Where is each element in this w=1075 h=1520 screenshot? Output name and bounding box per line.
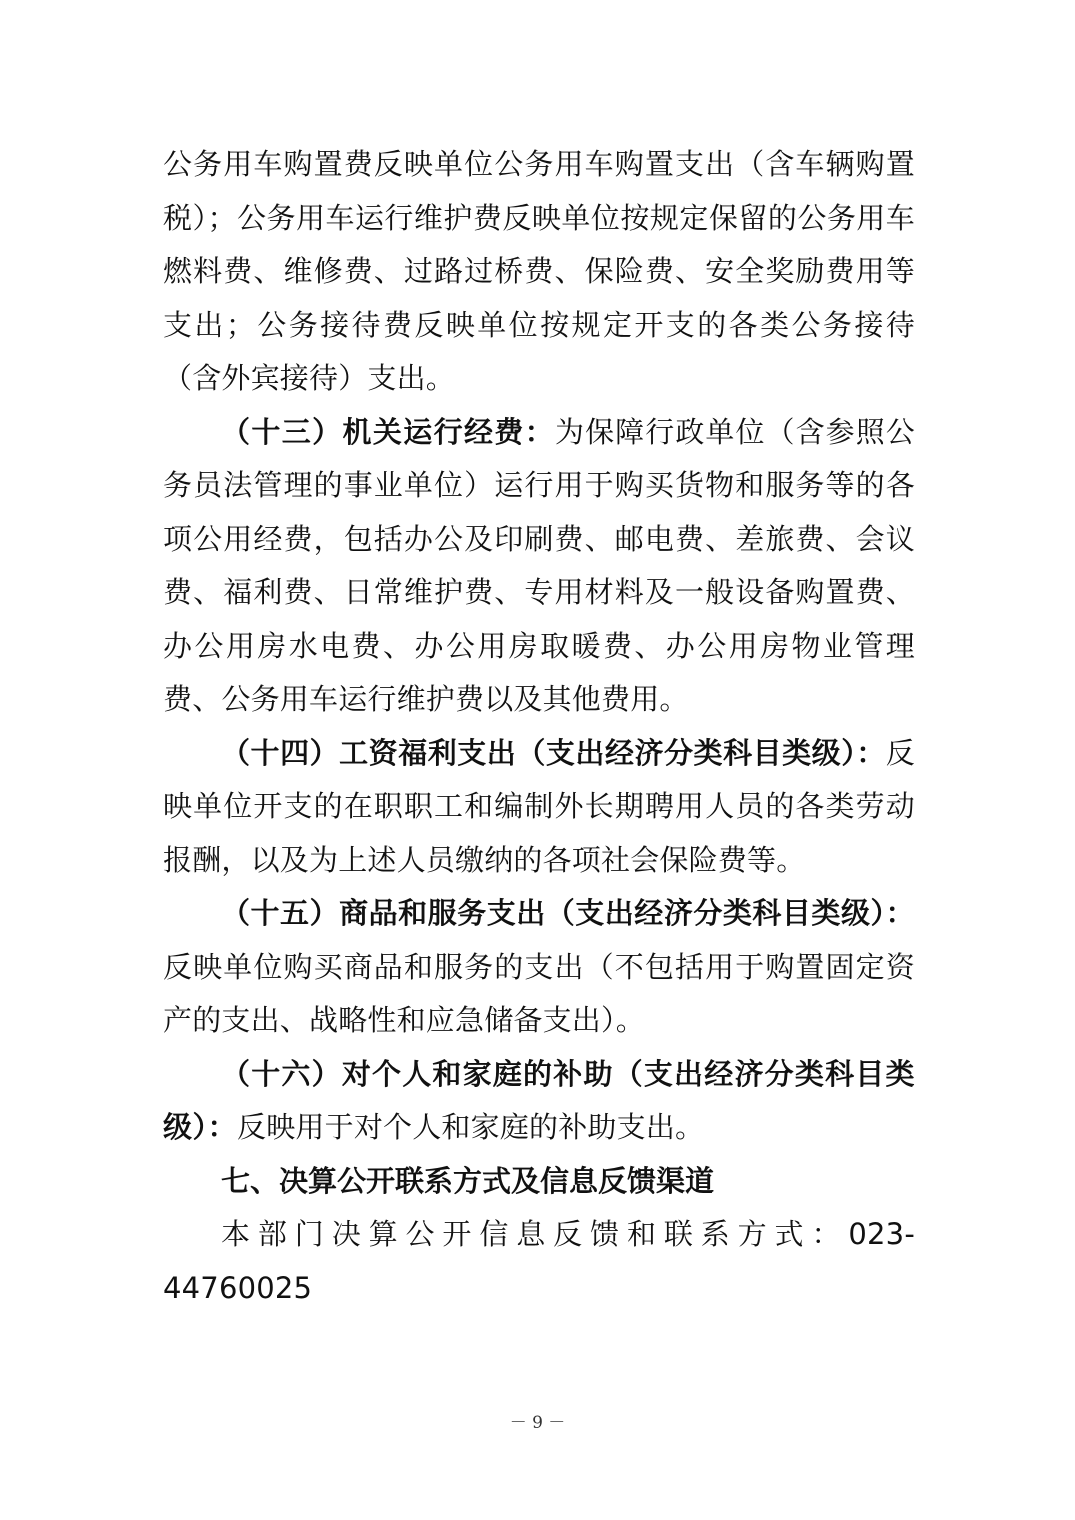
definition-wage-welfare: 反映单位开支的在职职工和编制外长期聘用人员的各类劳动报酬，以及为上述人员缴纳的各项社会保险费等。 bbox=[163, 735, 915, 877]
definition-operating-funds: 为保障行政单位（含参照公务员法管理的事业单位）运行用于购买货物和服务等的各项公用经费，包括办公及印刷费、邮电费、差旅费、会议费、福利费、日常维护费、专用材料及一般设备购置费、办公用房水电费、办公用房取暖费、办公用房物业管理费、公务用车运行维护费以及其他费用。 bbox=[163, 414, 915, 716]
section-heading-contact: 七、决算公开联系方式及信息反馈渠道 bbox=[221, 1163, 715, 1198]
term-household-subsidy: （十六）对个人和家庭的补助（支出经济分类科目类级）： bbox=[163, 1056, 915, 1144]
term-wage-welfare: （十四）工资福利支出（支出经济分类科目类级）： bbox=[221, 735, 886, 770]
term-operating-funds: （十三）机关运行经费： bbox=[221, 414, 556, 449]
paragraph-wage-welfare bbox=[163, 727, 915, 888]
document-body bbox=[163, 138, 915, 1315]
paragraph-goods-services bbox=[163, 887, 915, 1048]
contact-info: 本部门决算公开信息反馈和联系方式：023-44760025 bbox=[163, 1217, 915, 1305]
term-goods-services: （十五）商品和服务支出（支出经济分类科目类级）： bbox=[221, 896, 915, 930]
definition-household-subsidy: 反映用于对个人和家庭的补助支出。 bbox=[237, 1110, 705, 1144]
paragraph-vehicle-expenses: 公务用车购置费反映单位公务用车购置支出（含车辆购置税）；公务用车运行维护费反映单位按规定保留的公务用车燃料费、维修费、过路过桥费、保险费、安全奖励费用等支出；公务接待费反映单位按规定开支的各类公务接待（含外宾接待）支出。 bbox=[163, 147, 915, 395]
page-number: － 9 － bbox=[509, 1413, 566, 1433]
definition-goods-services: 反映单位购买商品和服务的支出（不包括用于购置固定资产的支出、战略性和应急储备支出）。 bbox=[163, 949, 915, 1037]
paragraph-household-subsidy bbox=[163, 1048, 915, 1155]
paragraph-operating-funds bbox=[163, 406, 915, 727]
